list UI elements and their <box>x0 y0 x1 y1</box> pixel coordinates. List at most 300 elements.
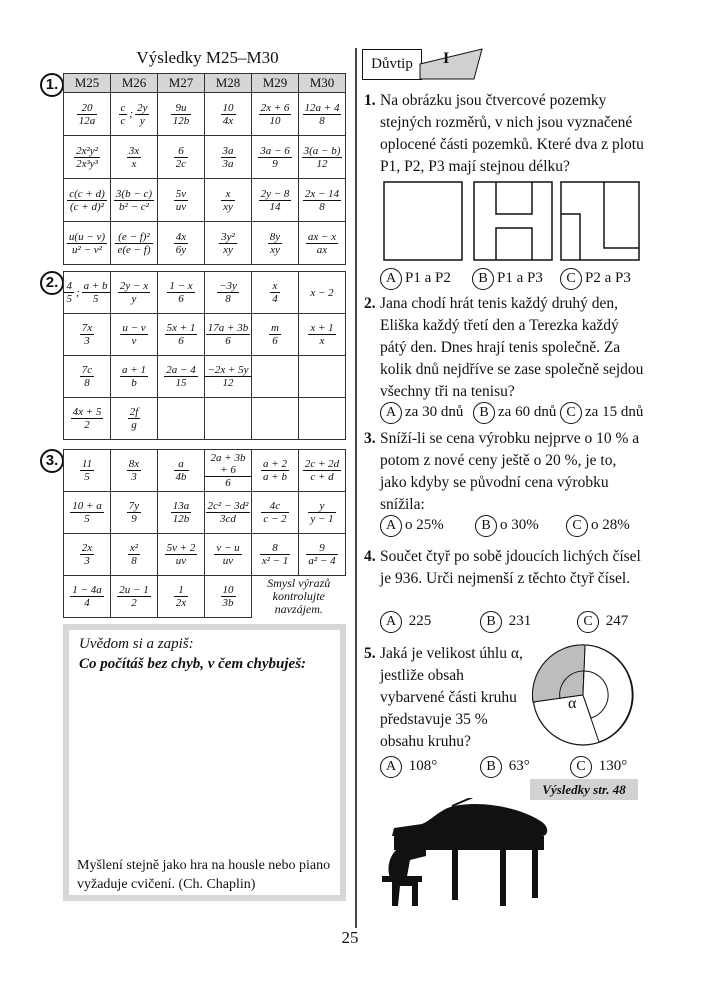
table-cell <box>205 179 252 222</box>
numerator: 3a − 6 <box>260 144 290 157</box>
table-cell <box>299 314 346 356</box>
option-b-badge: B <box>473 402 495 424</box>
table-cell <box>111 450 158 492</box>
fraction <box>306 542 337 567</box>
option-c-badge: C <box>566 515 588 537</box>
numerator: 1 <box>174 584 188 597</box>
fraction <box>205 364 250 389</box>
fraction <box>221 102 236 127</box>
denominator: xy <box>223 200 233 213</box>
denominator: (c + d)² <box>70 200 104 213</box>
denominator: 4b <box>175 471 187 483</box>
table-cell <box>111 179 158 222</box>
fraction <box>128 542 140 567</box>
numerator: 2c + 2d <box>304 458 340 470</box>
numerator: 7y <box>128 500 140 512</box>
table-cell <box>64 272 111 314</box>
denominator: b² − c² <box>119 200 149 213</box>
fraction <box>70 500 103 525</box>
table-cell <box>158 314 205 356</box>
section-3-number: 3. <box>40 449 64 473</box>
section-tag: Důvtip <box>362 49 422 80</box>
results-page-reference: Výsledky str. 48 <box>530 779 638 800</box>
denominator: 8 <box>84 377 90 389</box>
notes-prompt: Uvědom si a zapiš: <box>79 636 194 652</box>
fraction <box>306 231 338 256</box>
fraction <box>80 458 94 483</box>
question-number: 2. <box>364 295 376 312</box>
numerator: 3(b − c) <box>115 187 153 200</box>
option-b-badge: B <box>472 268 494 290</box>
fraction <box>259 102 292 127</box>
denominator: 3a <box>222 157 234 170</box>
option-a-text: o 25% <box>405 517 444 533</box>
numerator: 4x <box>175 230 187 243</box>
denominator: 4x <box>222 114 234 127</box>
denominator: 5 <box>66 293 72 305</box>
numerator: ax − x <box>307 230 337 243</box>
denominator: uv <box>175 555 187 567</box>
denominator: x <box>319 335 325 347</box>
numerator: 4x + 5 <box>72 406 102 418</box>
fraction <box>308 322 335 347</box>
table-cell <box>252 136 299 179</box>
fraction <box>67 231 107 256</box>
numerator: a + 2 <box>263 458 287 470</box>
fraction <box>70 584 103 609</box>
denominator: v <box>131 335 137 347</box>
fraction <box>127 145 141 170</box>
numerator: 2c² − 3d² <box>207 500 249 512</box>
question-number: 4. <box>364 548 376 565</box>
option-b-text: o 30% <box>500 517 539 533</box>
page-number: 25 <box>341 928 359 947</box>
fraction <box>258 145 291 170</box>
table-cell <box>158 534 205 576</box>
numerator: 17a + 3b <box>207 322 249 334</box>
table-row <box>64 314 346 356</box>
denominator: 8 <box>319 200 325 213</box>
denominator: uv <box>222 555 234 567</box>
table-cell <box>158 136 205 179</box>
question-5 <box>364 643 524 753</box>
table-cell <box>111 576 158 618</box>
numerator: x² <box>129 542 139 554</box>
fraction <box>127 458 141 483</box>
denominator: 9 <box>272 157 278 170</box>
denominator: y <box>131 293 137 305</box>
option-a-badge: A <box>380 515 402 537</box>
numerator: 5v <box>175 187 187 200</box>
fraction <box>259 188 292 213</box>
option-b-badge: B <box>475 515 497 537</box>
numerator: 2x <box>81 542 93 554</box>
numerator: x <box>221 188 235 201</box>
denominator: 6 <box>272 335 278 347</box>
fraction <box>302 145 343 170</box>
option-c-badge: C <box>577 611 599 633</box>
section-tag-arrow <box>418 48 484 80</box>
numerator: −2x + 5y <box>207 364 249 376</box>
fraction <box>303 188 341 213</box>
numerator: 11 <box>81 458 93 470</box>
question-3 <box>364 428 644 516</box>
denominator: 3 <box>131 471 137 483</box>
denominator: a + b <box>263 471 287 483</box>
numerator: a + 1 <box>122 364 146 376</box>
fraction <box>303 102 342 127</box>
numerator: 2f <box>129 406 139 418</box>
numerator: 9 <box>306 542 337 555</box>
fraction <box>165 322 198 347</box>
table-cell <box>299 450 346 492</box>
denominator: 4 <box>84 597 90 609</box>
option-a-badge: A <box>380 402 402 424</box>
numerator: u − v <box>122 322 146 334</box>
numerator: 4c <box>261 500 288 513</box>
fraction <box>303 458 341 483</box>
denominator: 3 <box>84 555 90 567</box>
numerator: c(c + d) <box>69 187 105 200</box>
table-cell <box>252 576 346 618</box>
table-cell <box>64 534 111 576</box>
fraction <box>261 500 288 525</box>
table-cell <box>299 222 346 265</box>
table-cell <box>111 492 158 534</box>
denominator: 12b <box>172 513 190 525</box>
numerator: 2y − x <box>119 280 149 292</box>
results-table-3 <box>63 449 346 618</box>
table-cell <box>64 179 111 222</box>
notes-box <box>63 624 346 901</box>
separator: ; <box>75 286 80 299</box>
fraction <box>165 542 198 567</box>
table-row <box>64 179 346 222</box>
denominator: y − 1 <box>310 513 334 525</box>
fraction <box>114 188 154 213</box>
table-cell <box>158 398 205 440</box>
table-cell <box>205 222 252 265</box>
question-text: Sníží-li se cena výrobku nejprve o 10 % a potom z nové ceny ještě o 20 %, je to, jako kdyby se původní cena výrobku snížila: <box>380 430 640 513</box>
option-c-text: o 28% <box>591 517 630 533</box>
table-cell <box>64 136 111 179</box>
denominator: 4 <box>272 293 278 305</box>
option-b-badge: B <box>480 611 502 633</box>
table-cell <box>252 222 299 265</box>
table-cell <box>299 93 346 136</box>
section-1-number: 1. <box>40 73 64 97</box>
option-a-badge: A <box>380 611 402 633</box>
numerator: 6 <box>174 145 188 158</box>
table-cell <box>64 222 111 265</box>
numerator: a + b <box>83 280 108 292</box>
column-header: M25 <box>64 74 111 93</box>
option-c-badge: C <box>570 756 592 778</box>
fraction <box>269 322 281 347</box>
numerator: 7x <box>81 322 93 334</box>
denominator: g <box>131 419 137 431</box>
table-cell <box>111 93 158 136</box>
denominator: uv <box>175 200 187 213</box>
table-cell <box>205 272 252 314</box>
numerator: m <box>271 322 279 334</box>
denominator: 6 <box>225 335 231 347</box>
fraction <box>80 542 94 567</box>
table-cell <box>205 136 252 179</box>
column-header: M27 <box>158 74 205 93</box>
table-cell <box>252 450 299 492</box>
option-c-text: 130° <box>598 758 628 774</box>
table-cell <box>158 356 205 398</box>
table-cell <box>252 356 299 398</box>
table-cell <box>64 398 111 440</box>
table-cell <box>299 492 346 534</box>
table-cell <box>111 222 158 265</box>
denominator: x <box>131 157 137 170</box>
option-c-text: za 15 dnů <box>585 404 644 420</box>
denominator: xy <box>270 243 280 256</box>
table-cell <box>64 356 111 398</box>
numerator: 2a + 3b + 6 <box>205 452 251 477</box>
table-cell <box>111 272 158 314</box>
table-cell <box>252 272 299 314</box>
fraction <box>261 458 289 483</box>
option-a-badge: A <box>380 756 402 778</box>
fraction <box>206 500 251 525</box>
fraction <box>119 102 128 127</box>
table-cell <box>158 450 205 492</box>
fraction <box>74 145 100 170</box>
question-number: 5. <box>364 645 376 662</box>
table-cell <box>299 534 346 576</box>
column-divider <box>355 48 357 928</box>
fraction <box>174 145 188 170</box>
numerator: 3a <box>222 144 234 157</box>
question-4 <box>364 546 644 612</box>
denominator: 2 <box>131 597 137 609</box>
numerator: u(u − v) <box>68 230 106 243</box>
numerator: 5v + 2 <box>166 542 196 554</box>
option-a-badge: A <box>380 268 402 290</box>
question-2 <box>364 293 644 403</box>
option-a-text: P1 a P2 <box>405 270 451 286</box>
numerator: 10 <box>222 584 234 596</box>
notes-question: Co počítáš bez chyb, v čem chybuješ: <box>79 656 307 672</box>
numerator: 9u <box>171 102 192 115</box>
denominator: 12 <box>316 157 328 170</box>
fraction <box>80 322 94 347</box>
table-cell <box>299 272 346 314</box>
table-cell <box>158 576 205 618</box>
option-c-text: 247 <box>605 613 629 629</box>
numerator: 2y <box>137 101 148 114</box>
table-row <box>64 93 346 136</box>
fraction <box>221 584 236 609</box>
fraction <box>135 102 149 127</box>
table-cell <box>205 534 252 576</box>
fraction <box>115 231 152 256</box>
column-header: M29 <box>252 74 299 93</box>
results-title: Výsledky M25–M30 <box>136 48 279 67</box>
angle-alpha-label: α <box>568 695 577 712</box>
question-text: Na obrázku jsou čtvercové pozemky stejných rozměrů, v nich jsou vyznačené oplocené části pozemků. Které dva z plotu P1, P2, P3 mají stejnou délku? <box>380 92 644 175</box>
fraction <box>64 280 74 305</box>
numerator: 8y <box>269 230 281 243</box>
denominator: 2x <box>175 597 187 609</box>
fraction <box>127 500 141 525</box>
table-cell <box>205 314 252 356</box>
question-number: 3. <box>364 430 376 447</box>
numerator: 5x + 1 <box>166 322 196 334</box>
fraction <box>128 406 141 431</box>
numerator: 2y − 8 <box>260 187 290 200</box>
fraction <box>82 280 110 305</box>
table-row <box>64 356 346 398</box>
table-cell <box>158 222 205 265</box>
fraction <box>174 231 188 256</box>
question-1 <box>364 90 644 180</box>
separator: ; <box>129 108 134 120</box>
table-cell <box>252 534 299 576</box>
denominator: 5 <box>84 471 90 483</box>
denominator: x² − 1 <box>261 555 289 567</box>
option-b-text: za 60 dnů <box>498 404 557 420</box>
denominator: 8 <box>319 114 325 127</box>
denominator: c − 2 <box>263 513 287 525</box>
numerator: x + 1 <box>310 322 334 334</box>
column-header: M28 <box>205 74 252 93</box>
question-text: Součet čtyř po sobě jdoucích lichých čísel je 936. Urči nejmenší z těchto čtyř čísel. <box>380 548 641 587</box>
option-b-text: 63° <box>508 758 530 774</box>
numerator: 12a + 4 <box>304 101 340 114</box>
table-cell <box>64 93 111 136</box>
numerator: 10 + a <box>72 500 102 512</box>
table-row <box>64 272 346 314</box>
column-header: M30 <box>299 74 346 93</box>
numerator: a <box>174 458 189 471</box>
denominator: 6 <box>225 477 231 489</box>
table-cell <box>64 576 111 618</box>
fraction <box>171 500 192 525</box>
check-note: Smysl výrazů kontrolujte navzájem. <box>267 576 331 617</box>
fraction <box>270 280 280 305</box>
fraction <box>219 231 237 256</box>
fraction <box>71 406 104 431</box>
results-table-2 <box>63 271 346 440</box>
numerator: 10 <box>222 101 234 114</box>
results-table-1 <box>63 73 346 265</box>
section-level: I <box>443 50 450 67</box>
table-cell <box>252 93 299 136</box>
fraction <box>120 322 147 347</box>
denominator: u² − v² <box>72 243 102 256</box>
denominator: 5 <box>84 513 90 525</box>
fraction <box>260 542 291 567</box>
option-b-badge: B <box>480 756 502 778</box>
numerator: 2x²y² <box>76 144 98 157</box>
denominator: 6 <box>178 293 184 305</box>
table-cell <box>158 93 205 136</box>
fraction <box>268 231 282 256</box>
numerator: y <box>308 500 335 513</box>
numerator: 2a − 4 <box>166 364 196 376</box>
fraction <box>67 188 107 213</box>
numerator: 2x − 14 <box>304 187 340 200</box>
denominator: 2x³y³ <box>76 157 98 170</box>
fraction <box>221 188 235 213</box>
fraction <box>117 584 150 609</box>
table-cell <box>252 314 299 356</box>
numerator: 8x <box>128 458 140 470</box>
question-text: Jaká je velikost úhlu α, jestliže obsah vybarvené části kruhu představuje 35 % obsahu kruhu? <box>380 645 523 750</box>
denominator: c <box>120 114 126 127</box>
fraction <box>221 145 236 170</box>
chaplin-quote: Myšlení stejně jako hra na housle nebo piano vyžaduje cvičení. (Ch. Chaplin) <box>77 858 331 892</box>
table-row <box>64 450 346 492</box>
option-b-text: 231 <box>508 613 532 629</box>
option-b-text: P1 a P3 <box>497 270 543 286</box>
table-cell <box>299 179 346 222</box>
denominator: 8 <box>131 555 137 567</box>
fraction <box>308 500 335 525</box>
table-cell <box>205 398 252 440</box>
fraction <box>174 584 188 609</box>
section-2-number: 2. <box>40 271 64 295</box>
numerator: 1 − x <box>169 280 193 292</box>
table-cell <box>205 356 252 398</box>
table-cell <box>205 93 252 136</box>
option-c-text: P2 a P3 <box>585 270 631 286</box>
denominator: 12 <box>222 377 234 389</box>
table-cell <box>111 534 158 576</box>
denominator: 15 <box>175 377 187 389</box>
denominator: c + d <box>310 471 334 483</box>
table-cell <box>205 492 252 534</box>
fraction <box>80 364 94 389</box>
fraction <box>174 188 188 213</box>
fraction <box>214 542 241 567</box>
table-cell <box>111 398 158 440</box>
table-row <box>64 136 346 179</box>
pianist-illustration <box>382 798 552 910</box>
numerator: c <box>120 101 126 114</box>
question-number: 1. <box>364 92 376 109</box>
option-a-text: 225 <box>408 613 432 629</box>
numerator: (e − f)² <box>115 231 152 244</box>
fraction <box>174 458 189 483</box>
numerator: 1 − 4a <box>72 584 102 596</box>
fence-plots-figure <box>380 180 642 263</box>
table-cell <box>299 398 346 440</box>
fraction <box>171 102 192 127</box>
table-cell <box>64 314 111 356</box>
table-row <box>64 398 346 440</box>
numerator: x <box>270 280 280 293</box>
fraction <box>217 280 239 305</box>
denominator: 9 <box>131 513 137 525</box>
denominator: 3 <box>84 335 90 347</box>
table-row <box>64 222 346 265</box>
denominator: 3b <box>222 597 234 609</box>
option-c-badge: C <box>560 402 582 424</box>
table-cell <box>205 576 252 618</box>
table-cell <box>299 356 346 398</box>
table-cell <box>111 356 158 398</box>
circle-sector-figure <box>530 642 636 748</box>
table-cell <box>64 450 111 492</box>
denominator: b <box>131 377 137 389</box>
fraction <box>205 452 251 489</box>
